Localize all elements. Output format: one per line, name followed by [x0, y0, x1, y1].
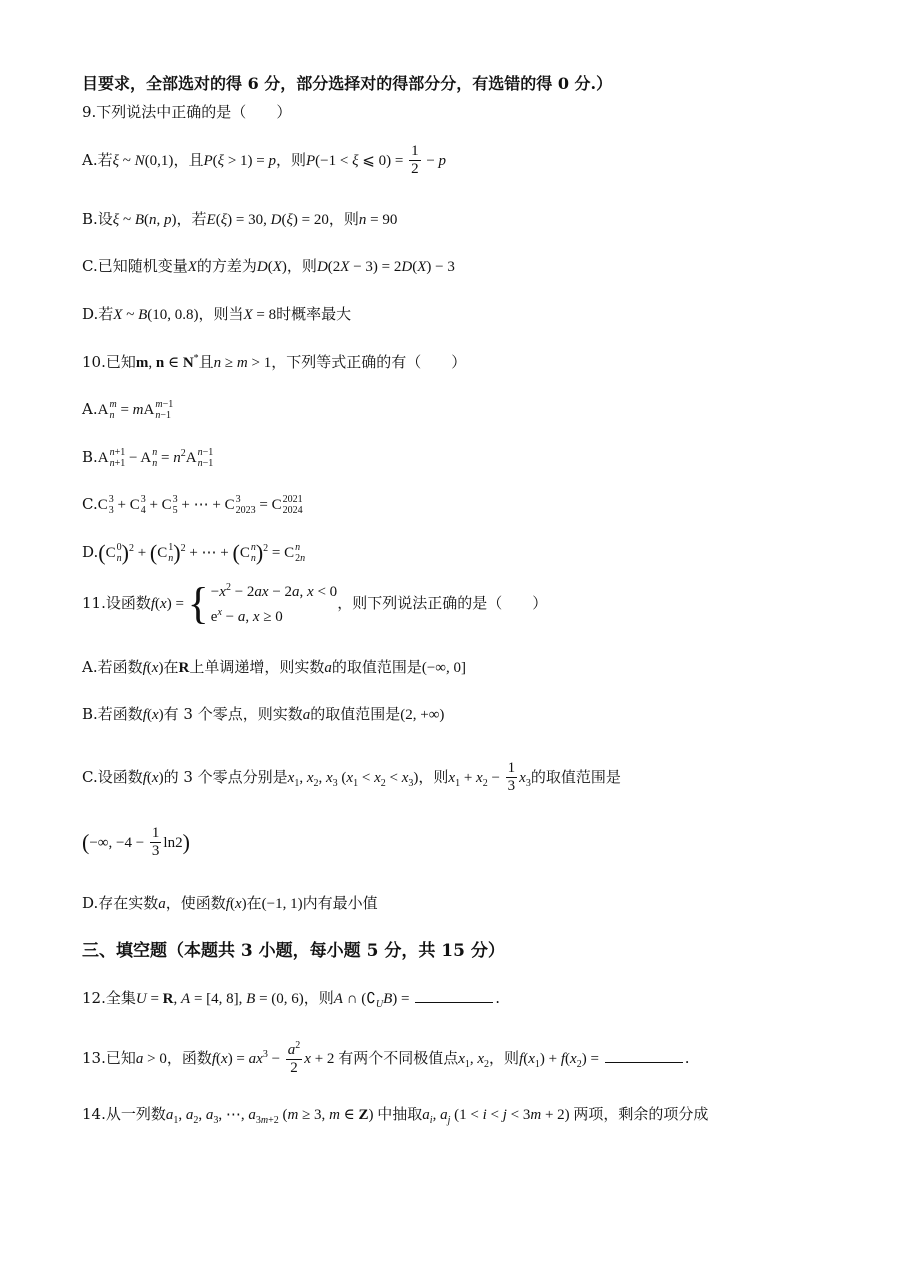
q9-option-a: A.若ξ ~ N(0,1)，且P(ξ > 1) = p，则P(−1 < ξ ⩽ 0) = $\frac{1}{2}$ − p: [82, 143, 447, 178]
q9-stem: 9.下列说法中正确的是（ ）: [82, 103, 292, 121]
q13: 13.已知a > 0，函数$f(x) = ax^3$ − $\frac{a^2}{2}$ x + 2 有两个不同极值点$x_1$, $x_2$，则$f(x_1) + f(x_2)$ = .: [82, 1040, 690, 1077]
q11-option-c-range: (−∞, −4 − $\frac{1}{3}$ ln2): [82, 825, 190, 860]
q9-option-d: D.若X ~ B(10, 0.8)，则当X = 8时概率最大: [82, 305, 352, 323]
q10-stem: 10.已知m, n ∈ N*且n ≥ m > 1，下列等式正确的有（ ）: [82, 353, 467, 371]
q14: 14.从一列数$a_1$, $a_2$, $a_3$, ⋯, $a_{3m+2}$ (m ≥ 3, m ∈ Z) 中抽取$a_i$, $a_j$ (1 < i < j < 3m + 2) 两项，剩余的项分成: [82, 1105, 709, 1126]
q10-option-b: B.A n+1 n+1 − A n n = $n^2A$ n−1 n−1: [82, 447, 214, 469]
q11-option-c: C.设函数f(x)的 3 个零点分别是$x_1$, $x_2$, $x_3$ $(x_1 < x_2 < x_3)$，则$x_1 + x_2$ − $\frac{1}{3}$ $x_3$的取值范围是: [82, 760, 621, 795]
q9-option-c: C.已知随机变量X的方差为D(X)，则D(2X − 3) = 2D(X) − 3: [82, 257, 455, 275]
section-fill-in-heading: 三、填空题（本题共 3 小题，每小题 5 分，共 15 分）: [82, 941, 505, 961]
q10-option-c: C.C 3 3 + C 3 4 + C 3 5 + ⋯ + C 3 2023 = C 2021 2024: [82, 494, 303, 516]
q10-option-d: D.(C 0 n )$^2$ + (C 1 n )$^2$ + ⋯ + (C n n )$^2$ = C n 2n: [82, 540, 306, 565]
q10-option-a: A.A m n = mA m−1 n−1: [82, 399, 174, 421]
q11-option-b: B.若函数f(x)有 3 个零点，则实数a的取值范围是(2, +∞): [82, 705, 445, 723]
q13-answer-blank[interactable]: [605, 1048, 683, 1063]
section-intro: 目要求，全部选对的得 6 分，部分选择对的得部分分，有选错的得 0 分.）: [82, 74, 613, 93]
q11-option-a: A.若函数f(x)在R上单调递增，则实数a的取值范围是(−∞, 0]: [82, 658, 466, 676]
q11-stem: 11.设函数f(x) = { $-x^2 - 2ax - 2a$, x < 0 $e^x - a$, x ≥ 0 ，则下列说法正确的是（ ）: [82, 579, 548, 628]
q9-option-b: B.设ξ ~ B(n, p)，若E(ξ) = 30, D(ξ) = 20，则n = 90: [82, 210, 398, 228]
q12-answer-blank[interactable]: [415, 988, 493, 1003]
q12: 12.全集U = R, A = [4, 8], B = (0, 6)，则A ∩ $(∁_UB)$ = .: [82, 989, 500, 1010]
q11-option-d: D.存在实数a，使函数f(x)在(−1, 1)内有最小值: [82, 894, 378, 912]
